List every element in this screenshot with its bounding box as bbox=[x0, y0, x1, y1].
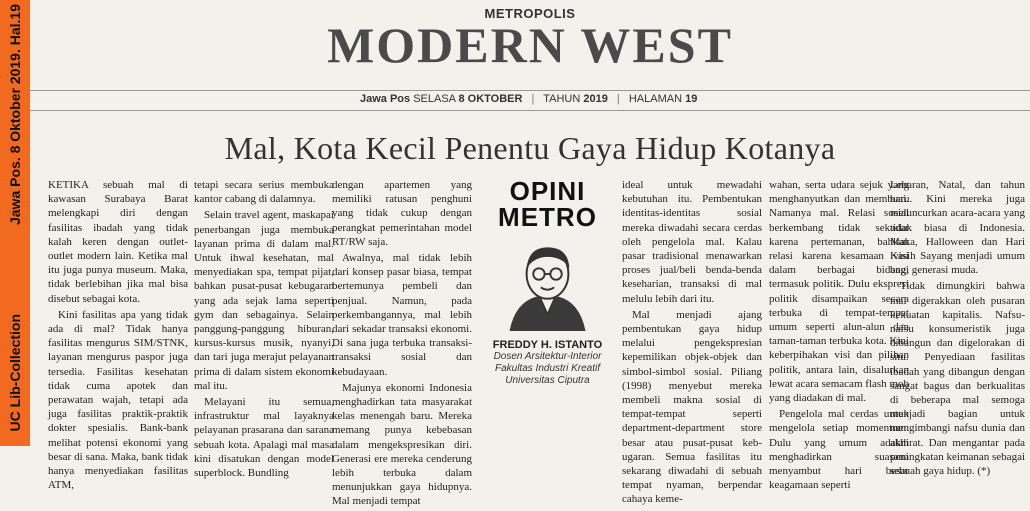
author-role-line1: Dosen Arsitektur-Interior bbox=[493, 351, 602, 362]
rubric-title: MODERN WEST bbox=[327, 17, 733, 73]
masthead-rule-top bbox=[30, 90, 1030, 91]
masthead bbox=[30, 6, 1030, 71]
collection-sidebar bbox=[0, 0, 30, 446]
collection-area bbox=[0, 300, 30, 446]
column-paragraph: Selain travel agent, maskapai penerbangan juga membuka layanan prima di dalam mal. Untuk ihwal kesehatan, mal menyediakan spa, tempat pijat, bahkan pusat-pusat kebugaran yang ada sejak lama seperti gym dan sebagainya. Selain panggung-panggung hiburan, kursus-kursus musik, nyanyi, dan tari juga merajut pelayanan prima di dalam sistem ekonomi mal itu. bbox=[194, 209, 334, 392]
collection-label: UC Lib-Collection bbox=[7, 314, 23, 432]
column-paragraph: tetapi secara serius membuka kantor cabang di dalamnya. bbox=[194, 179, 334, 206]
column-paragraph: KETIKA sebuah mal di kawasan Surabaya Barat melengkapi diri dengan fasilitas ibadah yang tidak kalah keren dengan outlet-outlet modern lain. Ketika mal itu juga punya museum. Maka, tidak berlebihan jika mal bisa disebut sebagai kota. bbox=[48, 179, 188, 305]
dateline-date: 8 OKTOBER bbox=[458, 93, 523, 105]
article-column-2 bbox=[194, 178, 334, 482]
opini-logo bbox=[480, 178, 615, 230]
opini-logo-line1: OPINI bbox=[509, 176, 586, 206]
article-headline: Mal, Kota Kecil Penentu Gaya Hidup Kotanya bbox=[224, 130, 836, 166]
opini-logo-line2: METRO bbox=[498, 202, 597, 232]
dateline-paper: Jawa Pos bbox=[360, 93, 411, 105]
citation-label: Jawa Pos. 8 Oktober 2019. Hal.19 bbox=[7, 4, 23, 226]
opini-author-box bbox=[480, 178, 615, 387]
column-paragraph: Majunya ekonomi Indonesia menghadirkan tata masyarakat kelas menengah baru. Mereka memang punya kebebasan dalam mengekspresikan diri. Generasi ere mereka cenderung lebih terbuka dalam menunjukkan gaya hidupnya. Mal menjadi tempat bbox=[332, 381, 472, 508]
article-column-3 bbox=[332, 178, 472, 511]
column-paragraph: Melayani itu semua, infrastruktur mal layaknya pelayanan prasarana dan sarana sebuah kota. Apalagi mal masa kini disatukan dengan model superblock. Bundling bbox=[194, 396, 334, 480]
column-paragraph: Awalnya, mal tidak lebih dari konsep pasar biasa, tempat bertemunya pembeli dan penjual. Namun, pada perkembangannya, mal lebih dari sekadar transaksi ekonomi. Di sana juga terbuka transaksi-transaksi sosial dan kebudayaan. bbox=[332, 252, 472, 378]
dateline-page-label: HALAMAN bbox=[628, 93, 683, 105]
author-role-line2: Fakultas Industri Kreatif bbox=[494, 363, 601, 374]
article-column-4 bbox=[622, 178, 762, 509]
section-name: METROPOLIS bbox=[484, 6, 576, 21]
article-column-1 bbox=[48, 178, 188, 494]
dateline-year: 2019 bbox=[583, 93, 608, 105]
column-paragraph: ideal untuk mewadahi kebutuhan itu. Pembentukan identitas-identitas sosial mereka diwadahi secara cerdas oleh pengelola mal. Kalau pasar tradisional menawarkan proses jual/beli benda-benda keseharian, transaksi di mal melulu lebih dari itu. bbox=[622, 179, 762, 305]
dateline-year-label: TAHUN bbox=[543, 93, 581, 105]
column-paragraph: dengan apartemen yang memiliki ratusan penghuni yang tidak cukup dengan perangkat pemerintahan model RT/RW saja. bbox=[332, 179, 472, 248]
author-portrait bbox=[500, 236, 595, 331]
masthead-rule-bottom bbox=[30, 110, 1030, 111]
column-paragraph: Lebaran, Natal, dan tahun baru. Kini mereka juga meluncurkan acara-acara yang tidak biasa di Indonesia. Maka, Halloween dan Hari Kasih Sayang menjadi umum bagi generasi muda. bbox=[890, 179, 1025, 277]
dateline-separator: | bbox=[531, 93, 535, 105]
column-paragraph: wahan, serta udara sejuk yang menghanyutkan dan membuai. Namanya mal. Relasi sosial berkembang tidak sekadar karena pertemanan, bahkan relasi karena kesamaan visi dalam berbagai bidang, termasuk politik. Dulu ekspresi politik disampaikan secara terbuka di tempat-tempat umum seperti alun-alun dan taman-taman terbuka kota. Kini keberpihakan visi dan pilihan politik, antara lain, disalurkan lewat acara semacam flash mob yang diadakan di mal. bbox=[769, 179, 909, 405]
author-name: FREDDY H. ISTANTO bbox=[492, 339, 603, 351]
column-paragraph: Mal menjadi ajang pembentukan gaya hidup melalui pengekspresian kepemilikan objek-objek dan simbol-simbol sosial. Piliang (1998) menyebut mereka membeli makna sosial di tempat-tempat seperti department-department store besar atau pusat-pusat kebugaran. Semua fasilitas itu sekarang diwadahi di sebuah tempat nyaman, berpendar cahaya keme- bbox=[622, 308, 762, 506]
dateline-separator: | bbox=[616, 93, 620, 105]
newspaper-page bbox=[30, 0, 1030, 508]
dateline-page: 19 bbox=[685, 93, 698, 105]
dateline-day: SELASA bbox=[413, 93, 456, 105]
column-paragraph: Kini fasilitas apa yang tidak ada di mal? Tidak hanya fasilitas mengurus SIM/STNK, layanan mengurus paspor juga tersedia. Fasilitas kesehatan tidak cuma apotek dan perawatan wajah, tetapi ada juga fasilitas praktik-praktik dokter spesialis. Bank-bank melihat potensi ekonomi yang besar di sana. Maka, bank tidak hanya menyediakan fasilitas ATM, bbox=[48, 308, 188, 492]
column-paragraph: Tidak dimungkiri bahwa mal digerakkan oleh pusaran kekuatan kapitalis. Nafsu-nafsu konsumeristik juga dibangun dan digelorakan di situ. Penyediaan fasilitas ibadah yang dibangun dengan sangat bagus dan berkualitas di beberapa mal semoga menjadi bagian untuk mengimbangi nafsu dunia dan akhirat. Dan mengantar pada peningkatan keimanan sebagai sebuah gaya hidup. (*) bbox=[890, 280, 1026, 478]
author-role-line3: Universitas Ciputra bbox=[505, 375, 590, 386]
column-paragraph: Pengelola mal cerdas untuk mengelola setiap momentum. Dulu yang umum adalah menghadirkan suasana menyambut hari besar keagamaan seperti bbox=[769, 408, 909, 492]
citation-area bbox=[0, 0, 30, 230]
article-column-6 bbox=[890, 178, 1025, 480]
article-column-5 bbox=[769, 178, 909, 494]
dateline bbox=[360, 93, 697, 105]
